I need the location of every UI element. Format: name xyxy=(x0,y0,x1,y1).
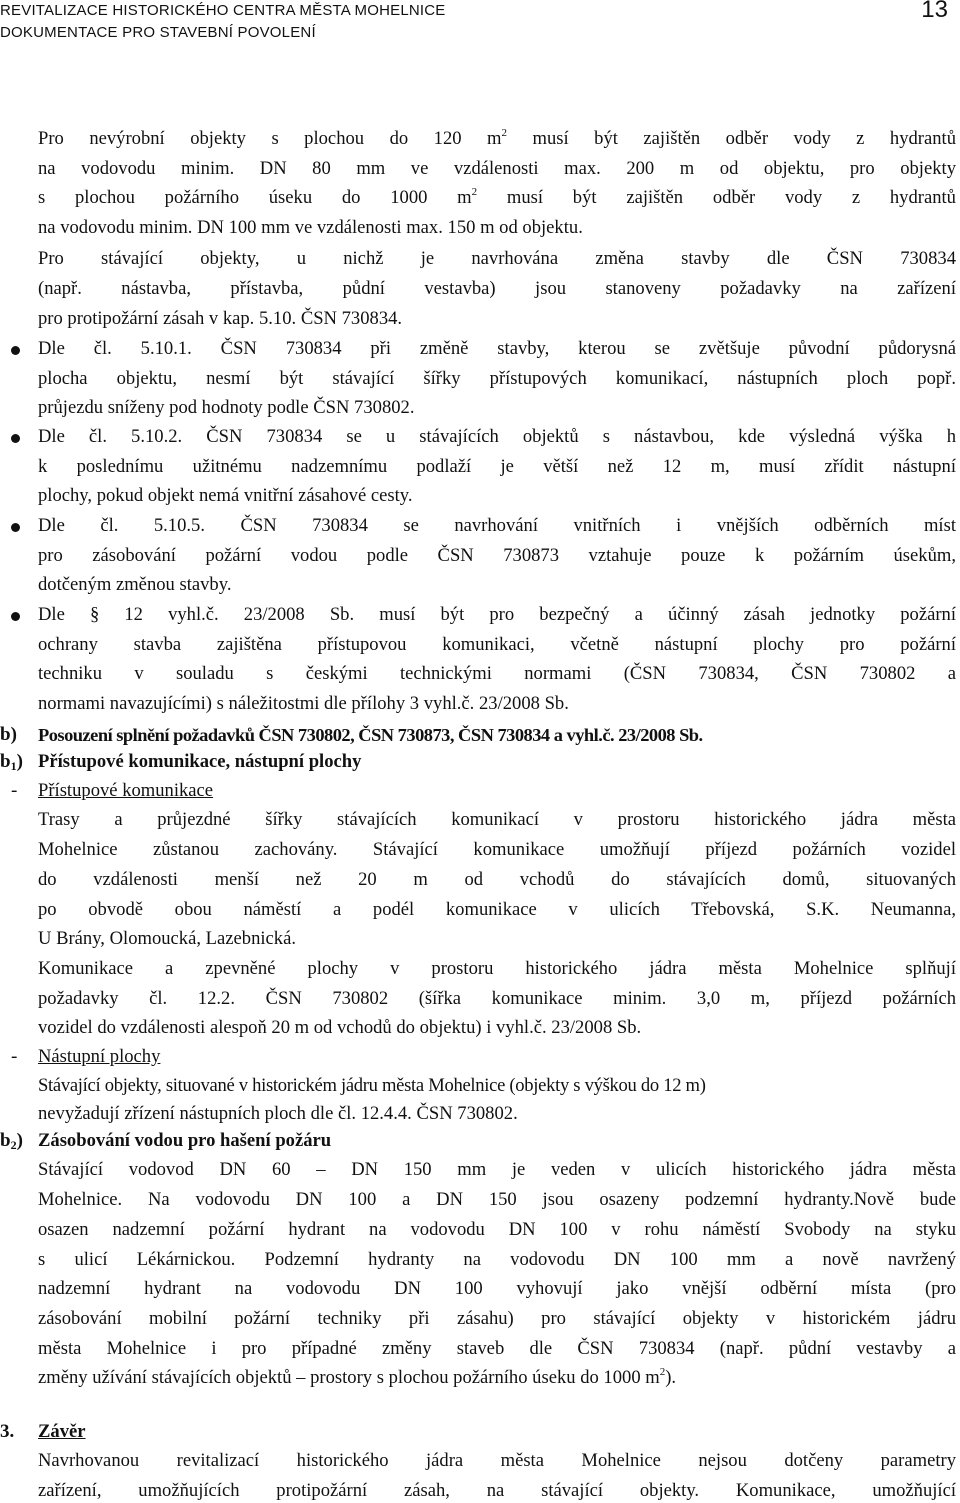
bullet-4-line-1: Dle § 12 vyhl.č. 23/2008 Sb. musí být pro bezpečný a účinný zásah jednotky požární xyxy=(38,604,956,625)
intro-line-3: s plochou požárního úseku do 1000 $m^2$ musí být zajištěn odběr vody z hydrantů xyxy=(38,186,956,208)
bullet-2-line-3: plochy, pokud objekt nemá vnitřní zásahové cesty. xyxy=(38,485,413,506)
access-roads-line-3: do vzdálenosti menší než 20 m od vchodů do stávajících domů, situovaných xyxy=(38,869,956,890)
bullet-3-line-3: dotčeným změnou stavby. xyxy=(38,574,232,595)
water-supply-line-5: nadzemní hydrant na vodovodu DN 100 vyhovují jako vnější odběrní místa (pro xyxy=(38,1278,956,1299)
bullet-icon xyxy=(11,523,20,532)
conclusion-line-2: zařízení, umožňujících protipožární zásah, na stávající objekty. Komunikace, umožňující xyxy=(38,1480,956,1501)
conclusion-line-1: Navrhovanou revitalizací historického jádra města Mohelnice nejsou dotčeny parametry xyxy=(38,1450,956,1471)
water-supply-line-1: Stávající vodovod DN 60 – DN 150 mm je veden v ulicích historického jádra města xyxy=(38,1159,956,1180)
section-3-label: 3. xyxy=(0,1421,15,1442)
section-3-title: Závěr xyxy=(38,1421,86,1442)
intro-line-4: na vodovodu minim. DN 100 mm ve vzdálenosti max. 150 m od objektu. xyxy=(38,217,583,238)
access-roads-line-2: Mohelnice zůstanou zachovány. Stávající komunikace umožňují příjezd požárních vozidel xyxy=(38,839,956,860)
water-supply-line-6: zásobování mobilní požární techniky při zásahu) pro stávající objekty v historickém jádru xyxy=(38,1308,956,1329)
bullet-icon xyxy=(11,346,20,355)
section-b2-label: $b_2$) xyxy=(0,1130,23,1152)
section-b-title: Posouzení splnění požadavků ČSN 730802, ČSN 730873, ČSN 730834 a vyhl.č. 23/2008 Sb. xyxy=(38,725,703,745)
access-areas-line-1: Stávající objekty, situované v historickém jádru města Mohelnice (objekty s výškou do 12 m) xyxy=(38,1075,706,1096)
access-roads-line-7: požadavky čl. 12.2. ČSN 730802 (šířka komunikace minim. 3,0 m, příjezd požárních xyxy=(38,988,956,1009)
water-supply-line-7: města Mohelnice i pro případné změny staveb dle ČSN 730834 (např. půdní vestavby a xyxy=(38,1338,956,1359)
bullet-2-line-2: k poslednímu užitnému nadzemnímu podlaží je větší než 12 m, musí zřídit nástupní xyxy=(38,456,956,477)
bullet-4-line-2: ochrany stavba zajištěna přístupovou komunikaci, včetně nástupní plochy pro požární xyxy=(38,634,956,655)
header-project-title: REVITALIZACE HISTORICKÉHO CENTRA MĚSTA MOHELNICE xyxy=(0,2,446,19)
access-roads-line-4: po obvodě obou náměstí a podél komunikace v ulicích Třebovská, S.K. Neumanna, xyxy=(38,899,956,920)
intro-line-7: pro protipožární zásah v kap. 5.10. ČSN 730834. xyxy=(38,308,403,329)
subsection-access-roads-title: Přístupové komunikace xyxy=(38,780,214,801)
bullet-icon xyxy=(11,434,20,443)
bullet-1-line-3: průjezdu sníženy pod hodnoty podle ČSN 730802. xyxy=(38,397,415,418)
bullet-1-line-1: Dle čl. 5.10.1. ČSN 730834 při změně stavby, kterou se zvětšuje původní půdorysná xyxy=(38,338,956,359)
dash-marker: - xyxy=(11,780,18,801)
intro-line-6: (např. nástavba, přístavba, půdní vestavba) jsou stanoveny požadavky na zařízení xyxy=(38,278,956,299)
water-supply-line-8: změny užívání stávajících objektů – prostory s plochou požárního úseku do 1000 $m^2$). xyxy=(38,1366,677,1388)
bullet-3-line-2: pro zásobování požární vodou podle ČSN 730873 vztahuje pouze k požárním úsekům, xyxy=(38,545,956,566)
section-b1-label: $b_1$) xyxy=(0,751,23,773)
bullet-1-line-2: plocha objektu, nesmí být stávající šířky přístupových komunikací, nástupních ploch popř. xyxy=(38,368,956,389)
access-roads-line-5: U Brány, Olomoucká, Lazebnická. xyxy=(38,928,296,949)
page-header xyxy=(0,0,960,50)
bullet-icon xyxy=(11,612,20,621)
dash-marker: - xyxy=(11,1046,18,1067)
subsection-access-areas-title: Nástupní plochy xyxy=(38,1046,161,1067)
water-supply-line-4: s ulicí Lékárnickou. Podzemní hydranty na vodovodu DN 100 mm a nově navržený xyxy=(38,1249,956,1270)
section-b1-title: Přístupové komunikace, nástupní plochy xyxy=(38,751,362,772)
section-b-label: b) xyxy=(0,724,17,745)
access-roads-line-1: Trasy a průjezdné šířky stávajících komunikací v prostoru historického jádra města xyxy=(38,809,956,830)
access-roads-line-8: vozidel do vzdálenosti alespoň 20 m od vchodů do objektu) i vyhl.č. 23/2008 Sb. xyxy=(38,1017,642,1038)
bullet-4-line-4: normami navazujícími) s náležitostmi dle přílohy 3 vyhl.č. 23/2008 Sb. xyxy=(38,693,569,714)
intro-line-2: na vodovodu minim. DN 80 mm ve vzdálenosti max. 200 m od objektu, pro objekty xyxy=(38,158,956,179)
page-number: 13 xyxy=(921,0,948,23)
access-areas-line-2: nevyžadují zřízení nástupních ploch dle čl. 12.4.4. ČSN 730802. xyxy=(38,1103,518,1124)
section-b2-title: Zásobování vodou pro hašení požáru xyxy=(38,1130,332,1151)
access-roads-line-6: Komunikace a zpevněné plochy v prostoru historického jádra města Mohelnice splňují xyxy=(38,958,956,979)
header-document-type: DOKUMENTACE PRO STAVEBNÍ POVOLENÍ xyxy=(0,24,316,41)
water-supply-line-2: Mohelnice. Na vodovodu DN 100 a DN 150 jsou osazeny podzemní hydranty.Nově bude xyxy=(38,1189,956,1210)
bullet-2-line-1: Dle čl. 5.10.2. ČSN 730834 se u stávajících objektů s nástavbou, kde výsledná výška h xyxy=(38,426,956,447)
bullet-3-line-1: Dle čl. 5.10.5. ČSN 730834 se navrhování vnitřních i vnějších odběrních míst xyxy=(38,515,956,536)
intro-line-5: Pro stávající objekty, u nichž je navrhována změna stavby dle ČSN 730834 xyxy=(38,248,956,269)
intro-line-1: Pro nevýrobní objekty s plochou do 120 $m^2$ musí být zajištěn odběr vody z hydrantů xyxy=(38,127,957,149)
bullet-4-line-3: techniku v souladu s českými technickými normami (ČSN 730834, ČSN 730802 a xyxy=(38,663,956,684)
water-supply-line-3: osazen nadzemní požární hydrant na vodovodu DN 100 v rohu náměstí Svobody na styku xyxy=(38,1219,956,1240)
